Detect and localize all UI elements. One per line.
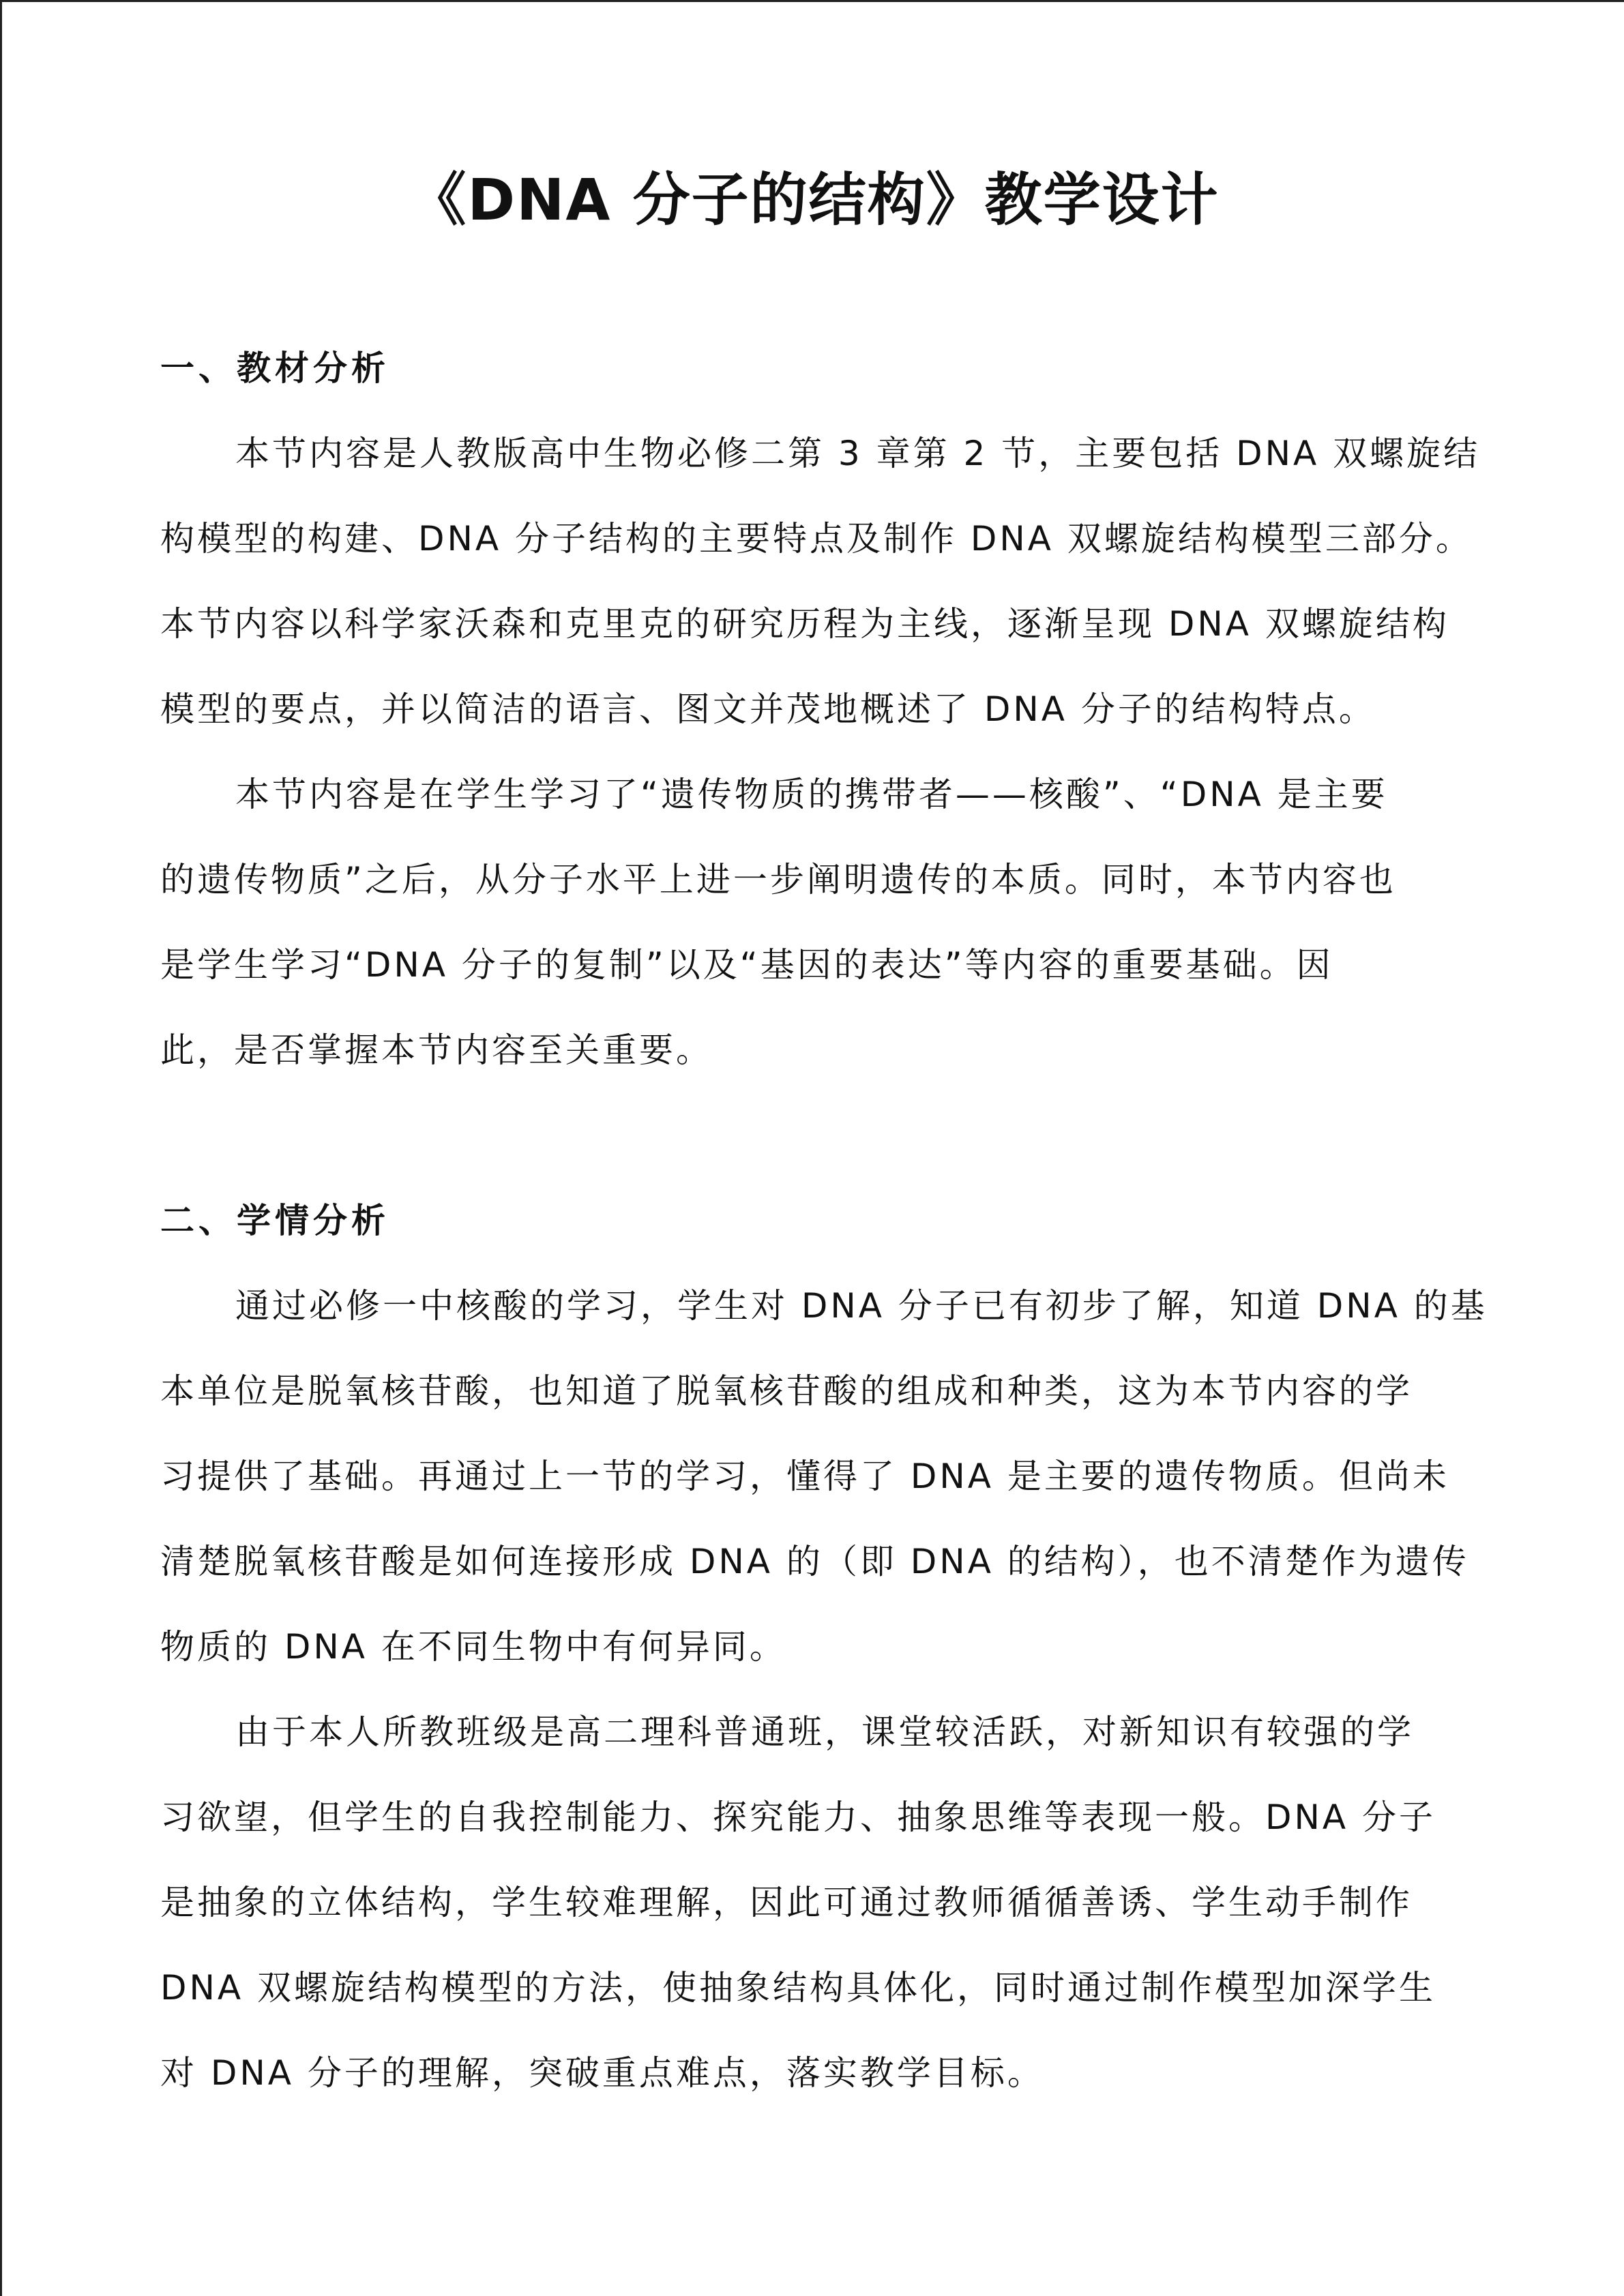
paragraph-line: 对 DNA 分子的理解，突破重点难点，落实教学目标。 bbox=[160, 2053, 1044, 2093]
paragraph-line: 此，是否掌握本节内容至关重要。 bbox=[160, 1030, 713, 1070]
paragraph-line: 物质的 DNA 在不同生物中有何异同。 bbox=[160, 1627, 786, 1667]
paragraph-line: 模型的要点，并以简洁的语言、图文并茂地概述了 DNA 分子的结构特点。 bbox=[160, 689, 1376, 729]
section-heading-textbook-analysis: 一、教材分析 bbox=[160, 348, 389, 388]
paragraph-line: 是抽象的立体结构，学生较难理解，因此可通过教师循循善诱、学生动手制作 bbox=[160, 1883, 1413, 1922]
paragraph-line: DNA 双螺旋结构模型的方法，使抽象结构具体化，同时通过制作模型加深学生 bbox=[160, 1968, 1436, 2008]
paragraph-line: 的遗传物质”之后，从分子水平上进一步阐明遗传的本质。同时，本节内容也 bbox=[160, 860, 1396, 899]
paragraph bbox=[160, 1264, 1488, 1690]
paragraph bbox=[160, 752, 1480, 1093]
paragraph-line: 习提供了基础。再通过上一节的学习，懂得了 DNA 是主要的遗传物质。但尚未 bbox=[160, 1457, 1449, 1496]
paragraph-line: 由于本人所教班级是高二理科普通班，课堂较活跃，对新知识有较强的学 bbox=[235, 1712, 1414, 1752]
paragraph bbox=[160, 1690, 1480, 2116]
paragraph-line: 通过必修一中核酸的学习，学生对 DNA 分子已有初步了解，知道 DNA 的基 bbox=[235, 1286, 1488, 1326]
paragraph bbox=[160, 411, 1480, 752]
paragraph-line: 清楚脱氧核苷酸是如何连接形成 DNA 的（即 DNA 的结构），也不清楚作为遗传 bbox=[160, 1542, 1469, 1581]
paragraph-line: 本节内容是在学生学习了“遗传物质的携带者——核酸”、“DNA 是主要 bbox=[235, 775, 1388, 814]
paragraph-line: 本单位是脱氧核苷酸，也知道了脱氧核苷酸的组成和种类，这为本节内容的学 bbox=[160, 1371, 1413, 1411]
document-title: 《DNA 分子的结构》教学设计 bbox=[409, 166, 1220, 233]
paragraph-line: 本节内容以科学家沃森和克里克的研究历程为主线，逐渐呈现 DNA 双螺旋结构 bbox=[160, 604, 1449, 644]
paragraph-line: 习欲望，但学生的自我控制能力、探究能力、抽象思维等表现一般。DNA 分子 bbox=[160, 1798, 1436, 1837]
paragraph-line: 本节内容是人教版高中生物必修二第 3 章第 2 节，主要包括 DNA 双螺旋结 bbox=[235, 434, 1481, 473]
section-heading-student-analysis: 二、学情分析 bbox=[160, 1201, 389, 1240]
paragraph-line: 构模型的构建、DNA 分子结构的主要特点及制作 DNA 双螺旋结构模型三部分。 bbox=[160, 519, 1473, 558]
paragraph-line: 是学生学习“DNA 分子的复制”以及“基因的表达”等内容的重要基础。因 bbox=[160, 945, 1333, 985]
